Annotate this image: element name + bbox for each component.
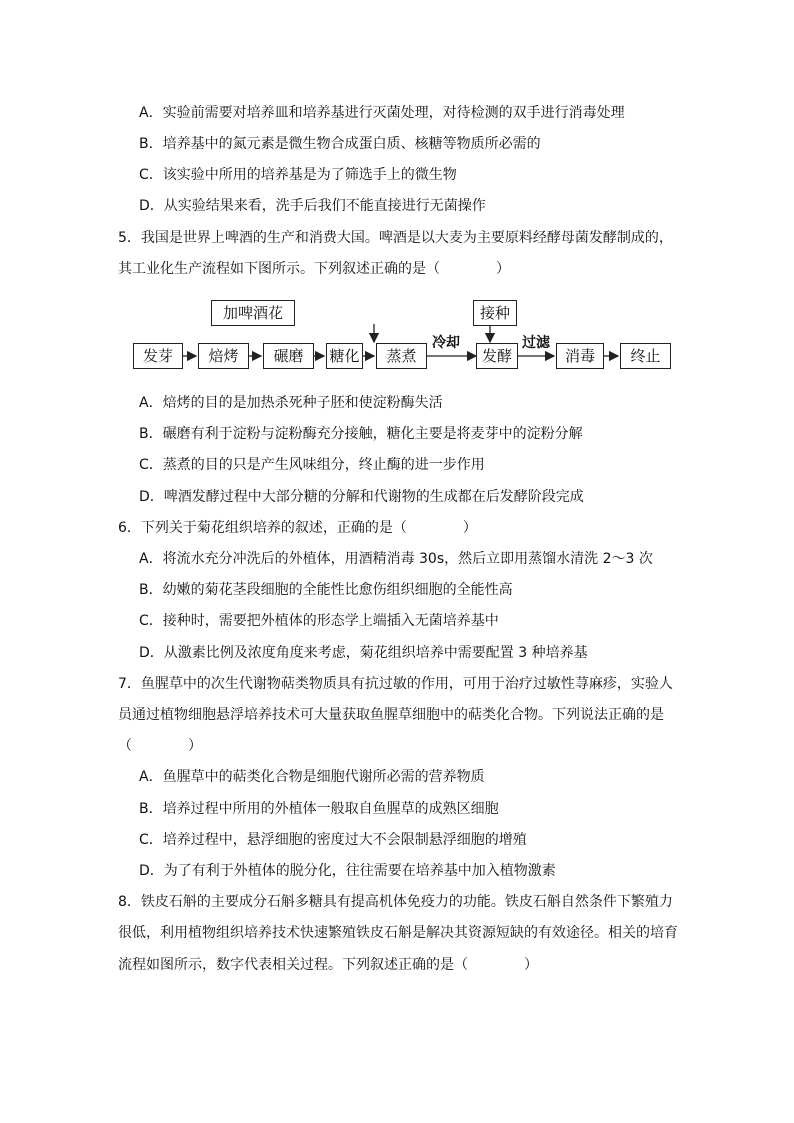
flow-step-boil: 蒸煮 [376,343,427,369]
q7-option-c: C．培养过程中，悬浮细胞的密度过大不会限制悬浮细胞的增殖 [139,832,527,848]
flow-step-germinate: 发芽 [133,343,183,369]
flow-step-terminate: 终止 [620,343,671,369]
q5-option-d: D．啤酒发酵过程中大部分糖的分解和代谢物的生成都在后发酵阶段完成 [139,489,584,505]
q5-option-c: C．蒸煮的目的只是产生风味组分，终止酶的进一步作用 [139,457,485,473]
flow-label-filter: 过滤 [522,335,550,351]
q4-option-a: A．实验前需要对培养皿和培养基进行灭菌处理，对待检测的双手进行消毒处理 [139,105,625,121]
q7-option-b: B．培养过程中所用的外植体一般取自鱼腥草的成熟区细胞 [139,801,499,817]
q6-option-c: C．接种时，需要把外植体的形态学上端插入无菌培养基中 [139,613,499,629]
flow-step-roast: 焙烤 [198,343,249,369]
q7-stem-line3: （ ） [118,738,202,754]
q6-option-a: A．将流水充分冲洗后的外植体，用酒精消毒 30s，然后立即用蒸馏水清洗 2～3 次 [139,551,653,567]
q5-option-a: A．焙烤的目的是加热杀死种子胚和使淀粉酶失活 [139,395,443,411]
q8-stem-line2: 很低，利用植物组织培养技术快速繁殖铁皮石斛是解决其资源短缺的有效途径。相关的培育 [118,925,678,941]
flow-input-add-hops: 加啤酒花 [211,300,295,326]
q7-stem-line1: 7．鱼腥草中的次生代谢物萜类物质具有抗过敏的作用，可用于治疗过敏性荨麻疹，实验人 [118,676,673,692]
q7-stem-line2: 员通过植物细胞悬浮培养技术可大量获取鱼腥草细胞中的萜类化合物。下列说法正确的是 [118,707,664,723]
flow-step-saccharify: 糖化 [326,343,363,369]
q7-option-a: A．鱼腥草中的萜类化合物是细胞代谢所必需的营养物质 [139,769,485,785]
q6-option-b: B．幼嫩的菊花茎段细胞的全能性比愈伤组织细胞的全能性高 [139,582,513,598]
q4-option-b: B．培养基中的氮元素是微生物合成蛋白质、核糖等物质所必需的 [139,136,541,152]
q6-stem: 6．下列关于菊花组织培养的叙述，正确的是（ ） [118,520,477,536]
q7-option-d: D．为了有利于外植体的脱分化，往往需要在培养基中加入植物激素 [139,863,556,879]
flow-label-cool: 冷却 [432,335,460,351]
q5-stem-line2: 其工业化生产流程如下图所示。下列叙述正确的是（ ） [118,261,510,277]
flow-step-grind: 碾磨 [263,343,314,369]
q5-stem-line1: 5．我国是世界上啤酒的生产和消费大国。啤酒是以大麦为主要原料经酵母菌发酵制成的， [118,230,673,246]
beer-process-flow-diagram [120,296,680,380]
flow-step-disinfect: 消毒 [556,343,604,369]
q4-option-d: D．从实验结果来看，洗手后我们不能直接进行无菌操作 [139,198,486,214]
q5-option-b: B．碾磨有利于淀粉与淀粉酶充分接触，糖化主要是将麦芽中的淀粉分解 [139,426,583,442]
q8-stem-line3: 流程如图所示，数字代表相关过程。下列叙述正确的是（ ） [118,957,538,973]
flow-step-ferment: 发酵 [476,343,518,369]
q4-option-c: C．该实验中所用的培养基是为了筛选手上的微生物 [139,167,457,183]
q6-option-d: D．从激素比例及浓度角度来考虑，菊花组织培养中需要配置 3 种培养基 [139,645,588,661]
flow-input-inoculate: 接种 [473,300,517,326]
q8-stem-line1: 8．铁皮石斛的主要成分石斛多糖具有提高机体免疫力的功能。铁皮石斛自然条件下繁殖力 [118,894,673,910]
